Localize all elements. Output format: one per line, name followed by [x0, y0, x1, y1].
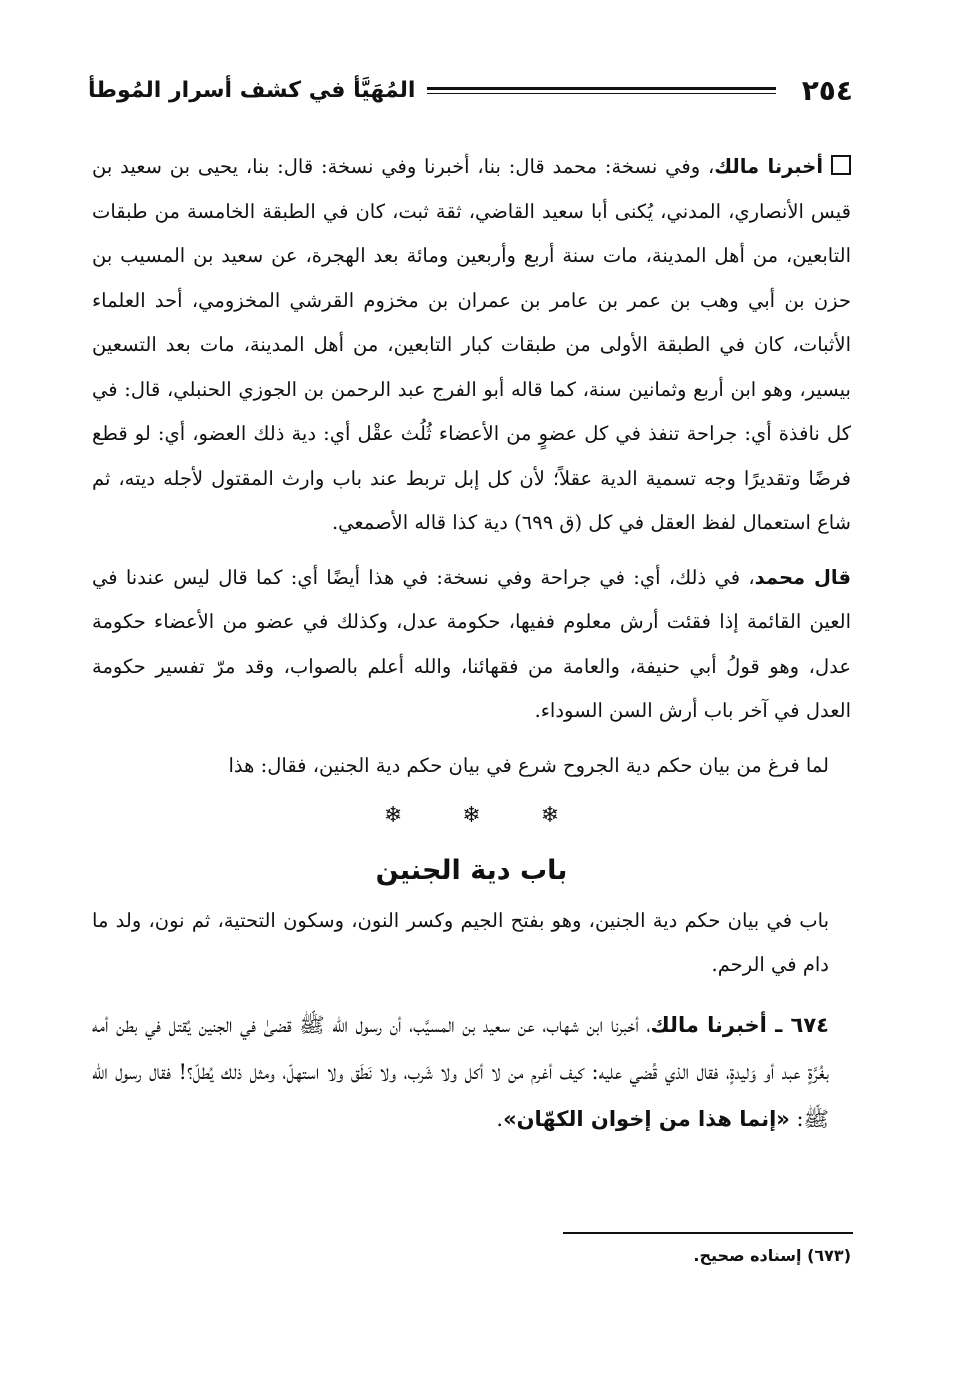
page-header [88, 68, 853, 112]
body-text [92, 145, 851, 1143]
footnote: (٦٧٣) إسناده صحيح. [693, 1246, 851, 1265]
paragraph-5 [92, 1002, 851, 1143]
paragraph-5-text: ، أخبرنا ابن شهاب، عن سعيد بن المسيَّب، أن رسول الله ﷺ قضىٰ في الجنين يُقتل في بطن أمه بغُرَّةٍ عبد أو وَليدةٍ، فقال الذي قُضي عليه: كيف أغرم من لا أكل ولا شَرب، ولا نَطَق ولا استهلّ، ومثل ذلك يُطلّ؟! فقال رسول الله ﷺ: [92, 1012, 829, 1131]
square-marker-icon [831, 155, 851, 175]
paragraph-1-text: ، وفي نسخة: محمد قال: بنا، أخبرنا وفي نسخة: قال: بنا، يحيى بن سعيد بن قيس الأنصاري، المدني، يُكنى أبا سعيد القاضي، ثقة ثبت، كان في الطبقة الخامسة من طبقات التابعين، من أهل المدينة، مات سنة أربع وأربعين ومائة بعد الهجرة، عن سعيد بن المسيب بن حزن بن أبي وهب بن عمر بن عامر بن عمران بن مخزوم القرشي المخزومي، أحد العلماء الأثبات، كان في الطبقة الأولى من طبقات كبار التابعين، من أهل المدينة، مات بعد التسعين بيسير، وهو ابن أربع وثمانين سنة، كما قاله أبو الفرج عبد الرحمن بن الجوزي الحنبلي، قال: في كل نافذة أي: جراحة تنفذ في كل عضوٍ من الأعضاء ثُلُث عقْل أي: دية ذلك العضو، أي: لو قطع فرضًا وتقديرًا وجه تسمية الدية عقلاً؛ لأن كل إبل تربط عند باب وارث المقتول لأجله ديته، ثم شاع استعمال لفظ العقل في كل (ق ٦٩٩) دية كذا قاله الأصمعي. [92, 155, 851, 534]
paragraph-5-end: . [496, 1106, 504, 1131]
paragraph-1-lead: أخبرنا مالك [714, 155, 824, 178]
paragraph-1 [92, 145, 851, 546]
paragraph-2 [92, 556, 851, 734]
paragraph-3 [92, 744, 851, 789]
header-rule [427, 87, 775, 94]
paragraph-4 [92, 899, 851, 988]
hadith-quote: «إنما هذا من إخوان الكهّان» [503, 1106, 790, 1131]
page-number: ٢٥٤ [801, 73, 853, 107]
running-title: المُهَيَّأ في كشف أسرار المُوطأ [88, 77, 416, 103]
star-ornament-icon: ❄ [462, 803, 481, 828]
star-ornament-icon: ❄ [540, 803, 560, 828]
section-title: باب دية الجنين [375, 854, 568, 886]
footnote-rule [563, 1232, 853, 1234]
star-ornament-icon: ❄ [383, 803, 403, 828]
paragraph-3-text: لما فرغ من بيان حكم دية الجروح شرع في بيان حكم دية الجنين، فقال: هذا [228, 753, 829, 777]
hadith-number-lead: ٦٧٤ ـ أخبرنا مالك [650, 1012, 829, 1037]
paragraph-2-text: ، في ذلك، أي: في جراحة وفي نسخة: في هذا أيضًا أي: كما قال ليس عندنا في العين القائمة إذا فقئت أرش معلوم ففيها، حكومة عدل، وكذلك في عضو من الأعضاء حكومة عدل، وهو قولُ أبي حنيفة، والعامة من فقهائنا، والله أعلم بالصواب، وقد مرّ تفسير حكومة العدل في آخر باب أرش السن السوداء. [92, 565, 851, 722]
paragraph-4-text: باب في بيان حكم دية الجنين، وهو بفتح الجيم وكسر النون، وسكون التحتية، ثم نون، ولد ما دام في الرحم. [92, 908, 829, 976]
section-separator [92, 794, 851, 839]
paragraph-2-lead: قال محمد [754, 565, 851, 589]
